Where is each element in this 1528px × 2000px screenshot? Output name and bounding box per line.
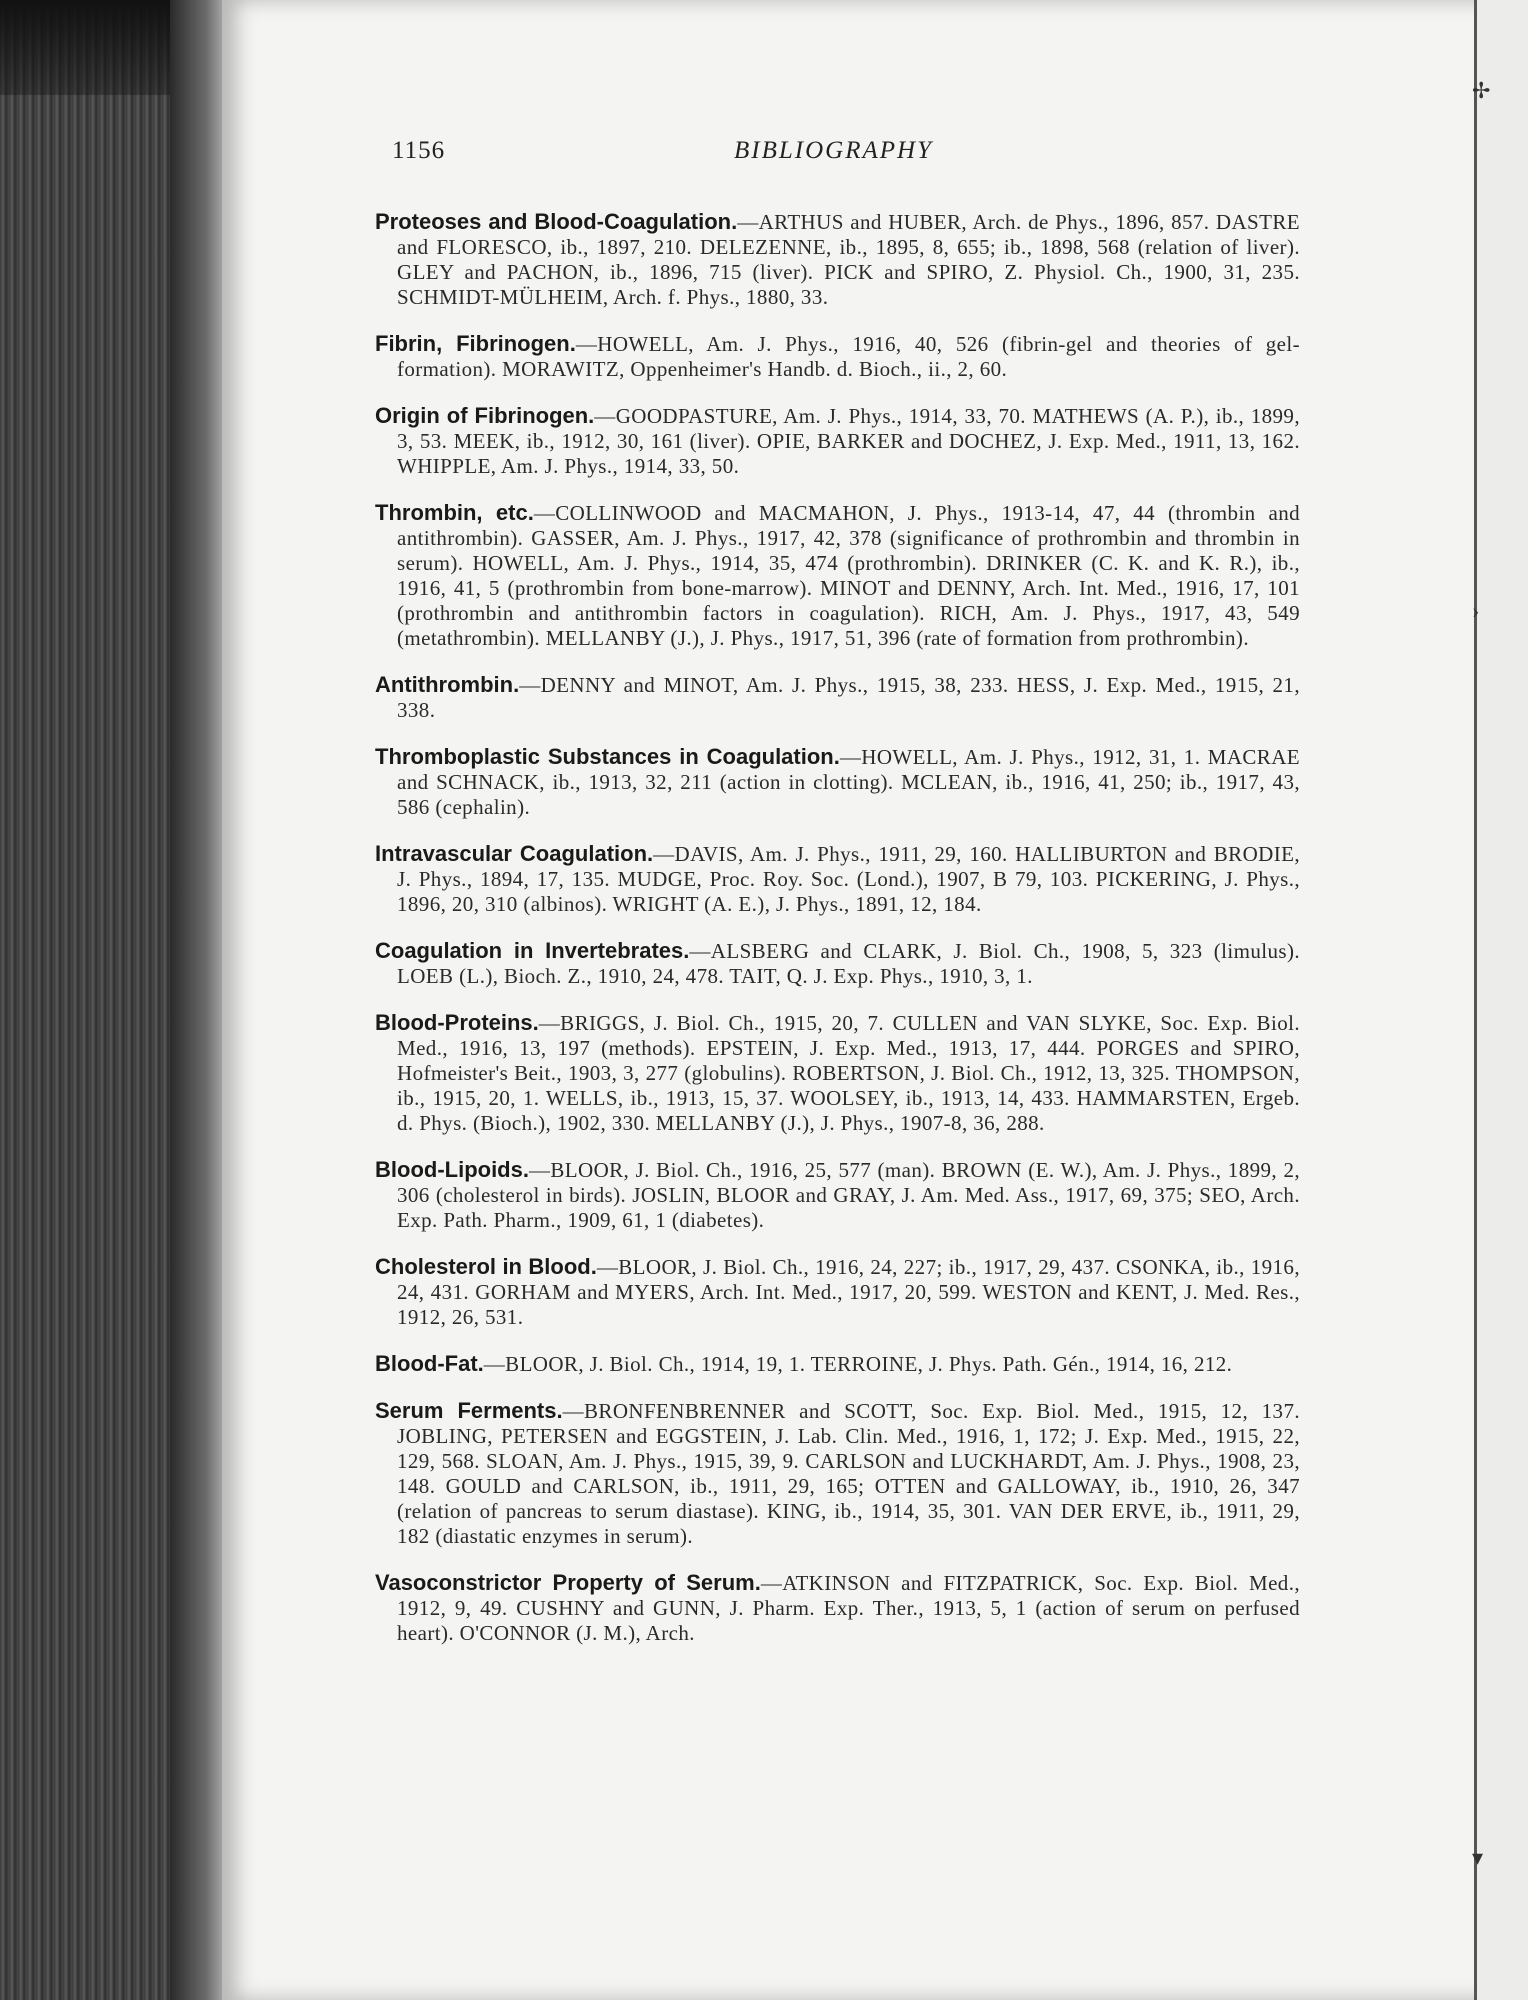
entry-text: —GOODPASTURE, Am. J. Phys., 1914, 33, 70. MATHEWS (A. P.), ib., 1899, 3, 53. MEEK, ib., 1912, 30, 161 (liver). OPIE, BARKER and DOCHEZ, J. Exp. Med., 1911, 13, 162. WHIPPLE, Am. J. Phys., 1914, 33, 50. xyxy=(397,404,1300,478)
bibliography-entry xyxy=(375,1157,1300,1233)
entry-text: —BRONFENBRENNER and SCOTT, Soc. Exp. Biol. Med., 1915, 12, 137. JOBLING, PETERSEN and EGGSTEIN, J. Lab. Clin. Med., 1916, 1, 172; J. Exp. Med., 1915, 22, 129, 568. SLOAN, Am. J. Phys., 1915, 39, 9. CARLSON and LUCKHARDT, Am. J. Phys., 1908, 23, 148. GOULD and CARLSON, ib., 1911, 29, 165; OTTEN and GALLOWAY, ib., 1910, 26, 347 (relation of pancreas to serum diastase). KING, ib., 1914, 35, 301. VAN DER ERVE, ib., 1911, 29, 182 (diastatic enzymes in serum). xyxy=(397,1399,1300,1548)
entry-heading: Proteoses and Blood-Coagulation. xyxy=(375,209,738,234)
entry-text: —HOWELL, Am. J. Phys., 1912, 31, 1. MACRAE and SCHNACK, ib., 1913, 32, 211 (action in clotting). MCLEAN, ib., 1916, 41, 250; ib., 1917, 43, 586 (cephalin). xyxy=(397,745,1300,819)
page-number: 1156 xyxy=(392,137,446,164)
entry-text: —ARTHUS and HUBER, Arch. de Phys., 1896, 857. DASTRE and FLORESCO, ib., 1897, 210. DELEZENNE, ib., 1895, 8, 655; ib., 1898, 568 (relation of liver). GLEY and PACHON, ib., 1896, 715 (liver). PICK and SPIRO, Z. Physiol. Ch., 1900, 31, 235. SCHMIDT-MÜLHEIM, Arch. f. Phys., 1880, 33. xyxy=(397,210,1300,309)
entry-heading: Cholesterol in Blood. xyxy=(375,1254,597,1279)
entry-heading: Blood-Fat. xyxy=(375,1351,484,1376)
entry-heading: Coagulation in Invertebrates. xyxy=(375,938,690,963)
bibliography-entry xyxy=(375,1398,1300,1549)
entry-text: —BLOOR, J. Biol. Ch., 1914, 19, 1. TERROINE, J. Phys. Path. Gén., 1914, 16, 212. xyxy=(483,1352,1233,1376)
edge-mark-bottom: ▾ xyxy=(1472,1845,1484,1870)
entry-text: —ALSBERG and CLARK, J. Biol. Ch., 1908, 5, 323 (limulus). LOEB (L.), Bioch. Z., 1910, 24, 478. TAIT, Q. J. Exp. Phys., 1910, 3, 1. xyxy=(397,939,1301,988)
bibliography-entry xyxy=(375,1254,1300,1330)
bibliography-entry xyxy=(375,1351,1300,1377)
bibliography-entry xyxy=(375,500,1300,651)
bibliography-entry xyxy=(375,1010,1300,1136)
entry-heading: Origin of Fibrinogen. xyxy=(375,403,595,428)
bibliography-entry xyxy=(375,938,1300,989)
entry-text: —BRIGGS, J. Biol. Ch., 1915, 20, 7. CULLEN and VAN SLYKE, Soc. Exp. Biol. Med., 1916, 13, 197 (methods). EPSTEIN, J. Exp. Med., 1913, 17, 444. PORGES and SPIRO, Hofmeister's Beit., 1903, 3, 277 (globulins). ROBERTSON, J. Biol. Ch., 1912, 13, 325. THOMPSON, ib., 1915, 20, 1. WELLS, ib., 1913, 15, 37. WOOLSEY, ib., 1913, 14, 433. HAMMARSTEN, Ergeb. d. Phys. (Bioch.), 1902, 330. MELLANBY (J.), J. Phys., 1907-8, 36, 288. xyxy=(397,1011,1300,1135)
book-binding xyxy=(170,0,230,2000)
entry-text: —DAVIS, Am. J. Phys., 1911, 29, 160. HALLIBURTON and BRODIE, J. Phys., 1894, 17, 135. MUDGE, Proc. Roy. Soc. (Lond.), 1907, B 79, 103. PICKERING, J. Phys., 1896, 20, 310 (albinos). WRIGHT (A. E.), J. Phys., 1891, 12, 184. xyxy=(397,842,1300,916)
entry-text: —BLOOR, J. Biol. Ch., 1916, 25, 577 (man). BROWN (E. W.), Am. J. Phys., 1899, 2, 306 (cholesterol in birds). JOSLIN, BLOOR and GRAY, J. Am. Med. Ass., 1917, 69, 375; SEO, Arch. Exp. Path. Pharm., 1909, 61, 1 (diabetes). xyxy=(397,1158,1300,1232)
bibliography-entry xyxy=(375,672,1300,723)
edge-mark-top: ✢ xyxy=(1472,78,1491,103)
bibliography-entries xyxy=(375,188,1300,1658)
entry-heading: Thrombin, etc. xyxy=(375,500,534,525)
entry-text: —COLLINWOOD and MACMAHON, J. Phys., 1913-14, 47, 44 (thrombin and antithrombin). GASSER, Am. J. Phys., 1917, 42, 378 (significance of prothrombin and thrombin in serum). HOWELL, Am. J. Phys., 1914, 35, 474 (prothrombin). DRINKER (C. K. and K. R.), ib., 1916, 41, 5 (prothrombin from bone-marrow). MINOT and DENNY, Arch. Int. Med., 1916, 17, 101 (prothrombin and antithrombin factors in coagulation). RICH, Am. J. Phys., 1917, 43, 549 (metathrombin). MELLANBY (J.), J. Phys., 1917, 51, 396 (rate of formation from prothrombin). xyxy=(397,501,1301,650)
running-head: BIBLIOGRAPHY xyxy=(734,137,933,164)
entry-text: —BLOOR, J. Biol. Ch., 1916, 24, 227; ib., 1917, 29, 437. CSONKA, ib., 1916, 24, 431. GORHAM and MYERS, Arch. Int. Med., 1917, 20, 599. WESTON and KENT, J. Med. Res., 1912, 26, 531. xyxy=(397,1255,1300,1329)
facing-page-strip xyxy=(1477,0,1528,2000)
entry-heading: Serum Ferments. xyxy=(375,1398,563,1423)
entry-heading: Intravascular Coagulation. xyxy=(375,841,654,866)
entry-heading: Fibrin, Fibrinogen. xyxy=(375,331,576,356)
entry-heading: Thromboplastic Substances in Coagulation. xyxy=(375,744,840,769)
entry-heading: Blood-Proteins. xyxy=(375,1010,539,1035)
entry-heading: Vasoconstrictor Property of Serum. xyxy=(375,1570,761,1595)
entry-text: —DENNY and MINOT, Am. J. Phys., 1915, 38, 233. HESS, J. Exp. Med., 1915, 21, 338. xyxy=(397,673,1300,722)
entry-heading: Antithrombin. xyxy=(375,672,520,697)
entry-text: —ATKINSON and FITZPATRICK, Soc. Exp. Biol. Med., 1912, 9, 49. CUSHNY and GUNN, J. Pharm. Exp. Ther., 1913, 5, 1 (action of serum on perfused heart). O'CONNOR (J. M.), Arch. xyxy=(397,1571,1300,1645)
edge-mark-middle: › xyxy=(1472,598,1480,623)
bibliography-entry xyxy=(375,209,1300,310)
bibliography-entry xyxy=(375,331,1300,382)
bibliography-entry xyxy=(375,403,1300,479)
entry-text: —HOWELL, Am. J. Phys., 1916, 40, 526 (fibrin-gel and theories of gel-formation). MORAWITZ, Oppenheimer's Handb. d. Bioch., ii., 2, 60. xyxy=(397,332,1301,381)
bibliography-entry xyxy=(375,1570,1300,1646)
bibliography-entry xyxy=(375,744,1300,820)
entry-heading: Blood-Lipoids. xyxy=(375,1157,529,1182)
bibliography-entry xyxy=(375,841,1300,917)
